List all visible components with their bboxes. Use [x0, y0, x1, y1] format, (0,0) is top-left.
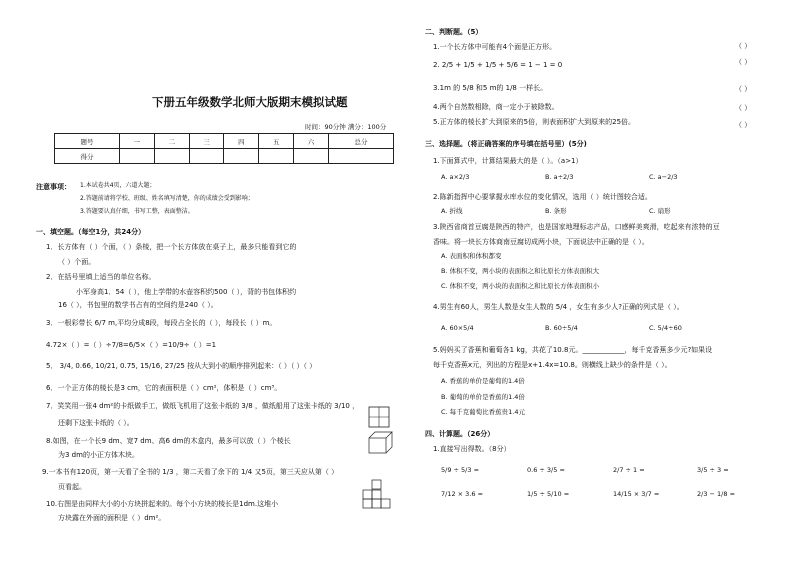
question-4: 4.72×（ ）=（ ）÷7/8=6/5×（ ）=10/9÷（ ）=1: [46, 341, 217, 349]
score-cell[interactable]: [224, 149, 259, 164]
judge-item-2: 2. 2/5 + 1/5 + 1/5 + 5/6 = 1 − 1 = 0: [433, 61, 563, 69]
choice-q3-option-a[interactable]: A. 表面积和体积都变: [441, 252, 502, 260]
exam-title: 下册五年级数学北师大版期末模拟试题: [152, 95, 348, 109]
choice-q3a: 3.陕西省商首豆腐是陕西的特产，也是国家地理标志产品，口感鲜美爽滑，吃起来有浓特的豆: [433, 223, 720, 231]
calc-item: 5/9 ÷ 5/3 =: [441, 466, 480, 474]
judge-item-3: 3.1m 的 5/8 和5 m的 1/8 一样长。: [433, 84, 548, 92]
calc-item: 3/5 ÷ 3 =: [697, 466, 729, 474]
exam-meta: 时间：90分钟 满分：100分: [305, 123, 387, 131]
question-10b: 方块露在外面的面积是（ ）dm²。: [58, 514, 166, 522]
question-6: 6．一个正方体的棱长是3 cm，它的表面积是（ ）cm²，体积是（ ）cm³。: [46, 384, 282, 392]
score-row-label: 得分: [55, 149, 120, 164]
choice-q1-option-a[interactable]: A. a×2/3: [441, 173, 470, 181]
score-cell[interactable]: [120, 149, 155, 164]
score-cell[interactable]: [294, 149, 329, 164]
note-item: 1.本试卷共4页，六道大题；: [80, 182, 156, 189]
cube-stack-figure: [360, 478, 394, 510]
judge-answer-2[interactable]: （ ）: [735, 58, 752, 66]
choice-q4-option-b[interactable]: B. 60÷5/4: [545, 324, 578, 332]
judge-answer-1[interactable]: （ ）: [735, 42, 752, 50]
question-1a: 1．长方体有（ ）个面，（ ）条棱，把一个长方体放在桌子上，最多只能看到它的: [46, 243, 297, 251]
score-header-cell: 六: [294, 134, 329, 149]
calc-item: 7/12 × 3.6 =: [441, 490, 484, 498]
score-header-cell: 二: [154, 134, 189, 149]
question-8b: 为3 dm的小正方体木块。: [58, 451, 139, 459]
choice-q4: 4.男生有60人，男生人数是女生人数的 5/4 ，女生有多少人?正确的列式是（ ）。: [433, 303, 684, 311]
judge-item-5: 5.正方体的棱长扩大到原来的5倍，则表面积扩大到原来的25倍。: [433, 118, 636, 126]
calc-item: 2/7 ÷ 1 =: [613, 466, 645, 474]
note-item: 3.答题要认真仔细，书写工整，表面整洁。: [80, 208, 194, 215]
score-header-cell: 题号: [55, 134, 120, 149]
note-item: 2.答题前请将学校、班级、姓名填写清楚，你的成绩会受到影响；: [80, 195, 254, 202]
section4-heading: 四、计算题。（26分）: [425, 430, 495, 438]
question-2a: 2．在括号里填上适当的单位名称。: [46, 273, 156, 281]
question-10a: 10.右图是由同样大小的小方块拼起来的。每个小方块的棱长是1dm.这堆小: [46, 500, 279, 508]
choice-q1-option-c[interactable]: C. a−2/3: [649, 173, 678, 181]
section2-heading: 二、判断题。（5）: [425, 28, 483, 36]
notes-label: 注意事项：: [36, 183, 71, 191]
grid-square-figure: [368, 406, 392, 428]
calc-item: 2/3 − 1/8 =: [697, 490, 736, 498]
calc-item: 14/15 × 3/7 =: [613, 490, 660, 498]
choice-q3-option-b[interactable]: B. 体积不变，两小块的表面积之和比原长方体表面积大: [441, 267, 600, 275]
question-9a: 9.一本书有120页，第一天看了全书的 1/3 ，第二天看了余下的 1/4 又5页，第三天应从第（ ）: [42, 468, 339, 476]
score-header-cell: 三: [189, 134, 224, 149]
choice-q5a: 5.妈妈买了香蕉和葡萄各1 kg，共花了10.8元。____________，每千克香蕉多少元?如果设: [433, 346, 713, 354]
question-9b: 页看起。: [58, 483, 86, 491]
question-2b: 小军身高1．54（ ），他上学带的水壶容积约500（ ），背的书包体积约: [76, 288, 297, 296]
question-1b: （ ）个面。: [58, 258, 96, 266]
question-7a: 7．笑笑用一张4 dm²的卡纸做手工，做纸飞机用了这张卡纸的 3/8 ，做纸船用了这张卡纸的 3/10 ，: [46, 402, 360, 410]
choice-q1-option-b[interactable]: B. a÷2/3: [545, 173, 574, 181]
choice-q2-option-b[interactable]: B. 条形: [545, 207, 567, 215]
judge-answer-3[interactable]: （ ）: [735, 85, 752, 93]
question-7b: 还剩下这张卡纸的（ ）。: [58, 419, 134, 427]
section3-heading: 三、选择题。（将正确答案的序号填在括号里）(5分): [425, 140, 587, 148]
score-header-cell: 一: [120, 134, 155, 149]
choice-q5-option-b[interactable]: B. 葡萄的单价是香蕉的1.4倍: [441, 393, 525, 401]
score-cell[interactable]: [154, 149, 189, 164]
choice-q2-option-a[interactable]: A. 折线: [441, 207, 463, 215]
score-header-cell: 四: [224, 134, 259, 149]
question-8a: 8.如图，在一个长9 dm、宽7 dm、高6 dm的木盒内，最多可以放（ ）个棱长: [46, 437, 291, 445]
question-2c: 16（ ），书包里的数学书占有的空间约是240（ ）。: [58, 301, 218, 309]
question-3: 3．一根彩带长 6/7 m,平均分成8段，每段占全长的（ ），每段长（ ）m。: [46, 319, 277, 327]
choice-q5-option-c[interactable]: C. 每千克葡萄比香蕉贵1.4元: [441, 408, 526, 416]
score-table-header: [55, 134, 394, 149]
score-table-row: [55, 149, 394, 164]
score-header-cell: 总分: [328, 134, 393, 149]
section1-heading: 一、填空题。（每空1分，共24分）: [36, 228, 146, 236]
choice-q5-option-a[interactable]: A. 香蕉的单价是葡萄的1.4倍: [441, 377, 525, 385]
choice-q1: 1.下面算式中，计算结果最大的是（ ）。（a>1）: [433, 157, 583, 165]
choice-q5b: 每千克香蕉x元，列出的方程是x+1.4x=10.8。则横线上缺少的条件是（ ）。: [433, 361, 672, 369]
score-cell[interactable]: [189, 149, 224, 164]
score-header-cell: 五: [259, 134, 294, 149]
question-5: 5． 3/4, 0.66, 10/21, 0.75, 15/16, 27/25 按从大到小的顺序排列起来：（ ）（ ）（ ）: [46, 362, 317, 370]
judge-item-4: 4.两个自然数相除，商一定小于被除数。: [433, 103, 559, 111]
score-cell[interactable]: [328, 149, 393, 164]
calc-item: 1/5 ÷ 5/10 =: [527, 490, 570, 498]
calc-subheading: 1.直接写出得数。（8分）: [433, 445, 511, 453]
choice-q2: 2.陈新指挥中心要掌握水库水位的变化情况，选用（ ）统计图较合适。: [433, 193, 652, 201]
choice-q3-option-c[interactable]: C. 体积不变，两小块的表面积之和比原长方体表面积小: [441, 282, 600, 290]
choice-q3b: 香味。将一块长方体商南豆腐切成两小块，下面说法中正确的是（ ）。: [433, 238, 649, 246]
score-cell[interactable]: [259, 149, 294, 164]
judge-answer-5[interactable]: （ ）: [735, 121, 752, 129]
choice-q4-option-c[interactable]: C. 5/4÷60: [649, 324, 682, 332]
score-table: [54, 133, 394, 164]
judge-item-1: 1.一个长方体中可能有4个面是正方形。: [433, 43, 557, 51]
judge-answer-4[interactable]: （ ）: [735, 104, 752, 112]
choice-q2-option-c[interactable]: C. 扇形: [649, 207, 671, 215]
right-page: [397, 0, 794, 562]
calc-item: 0.6 ÷ 3/5 =: [527, 466, 565, 474]
choice-q4-option-a[interactable]: A. 60×5/4: [441, 324, 474, 332]
box-figure: [368, 431, 394, 455]
